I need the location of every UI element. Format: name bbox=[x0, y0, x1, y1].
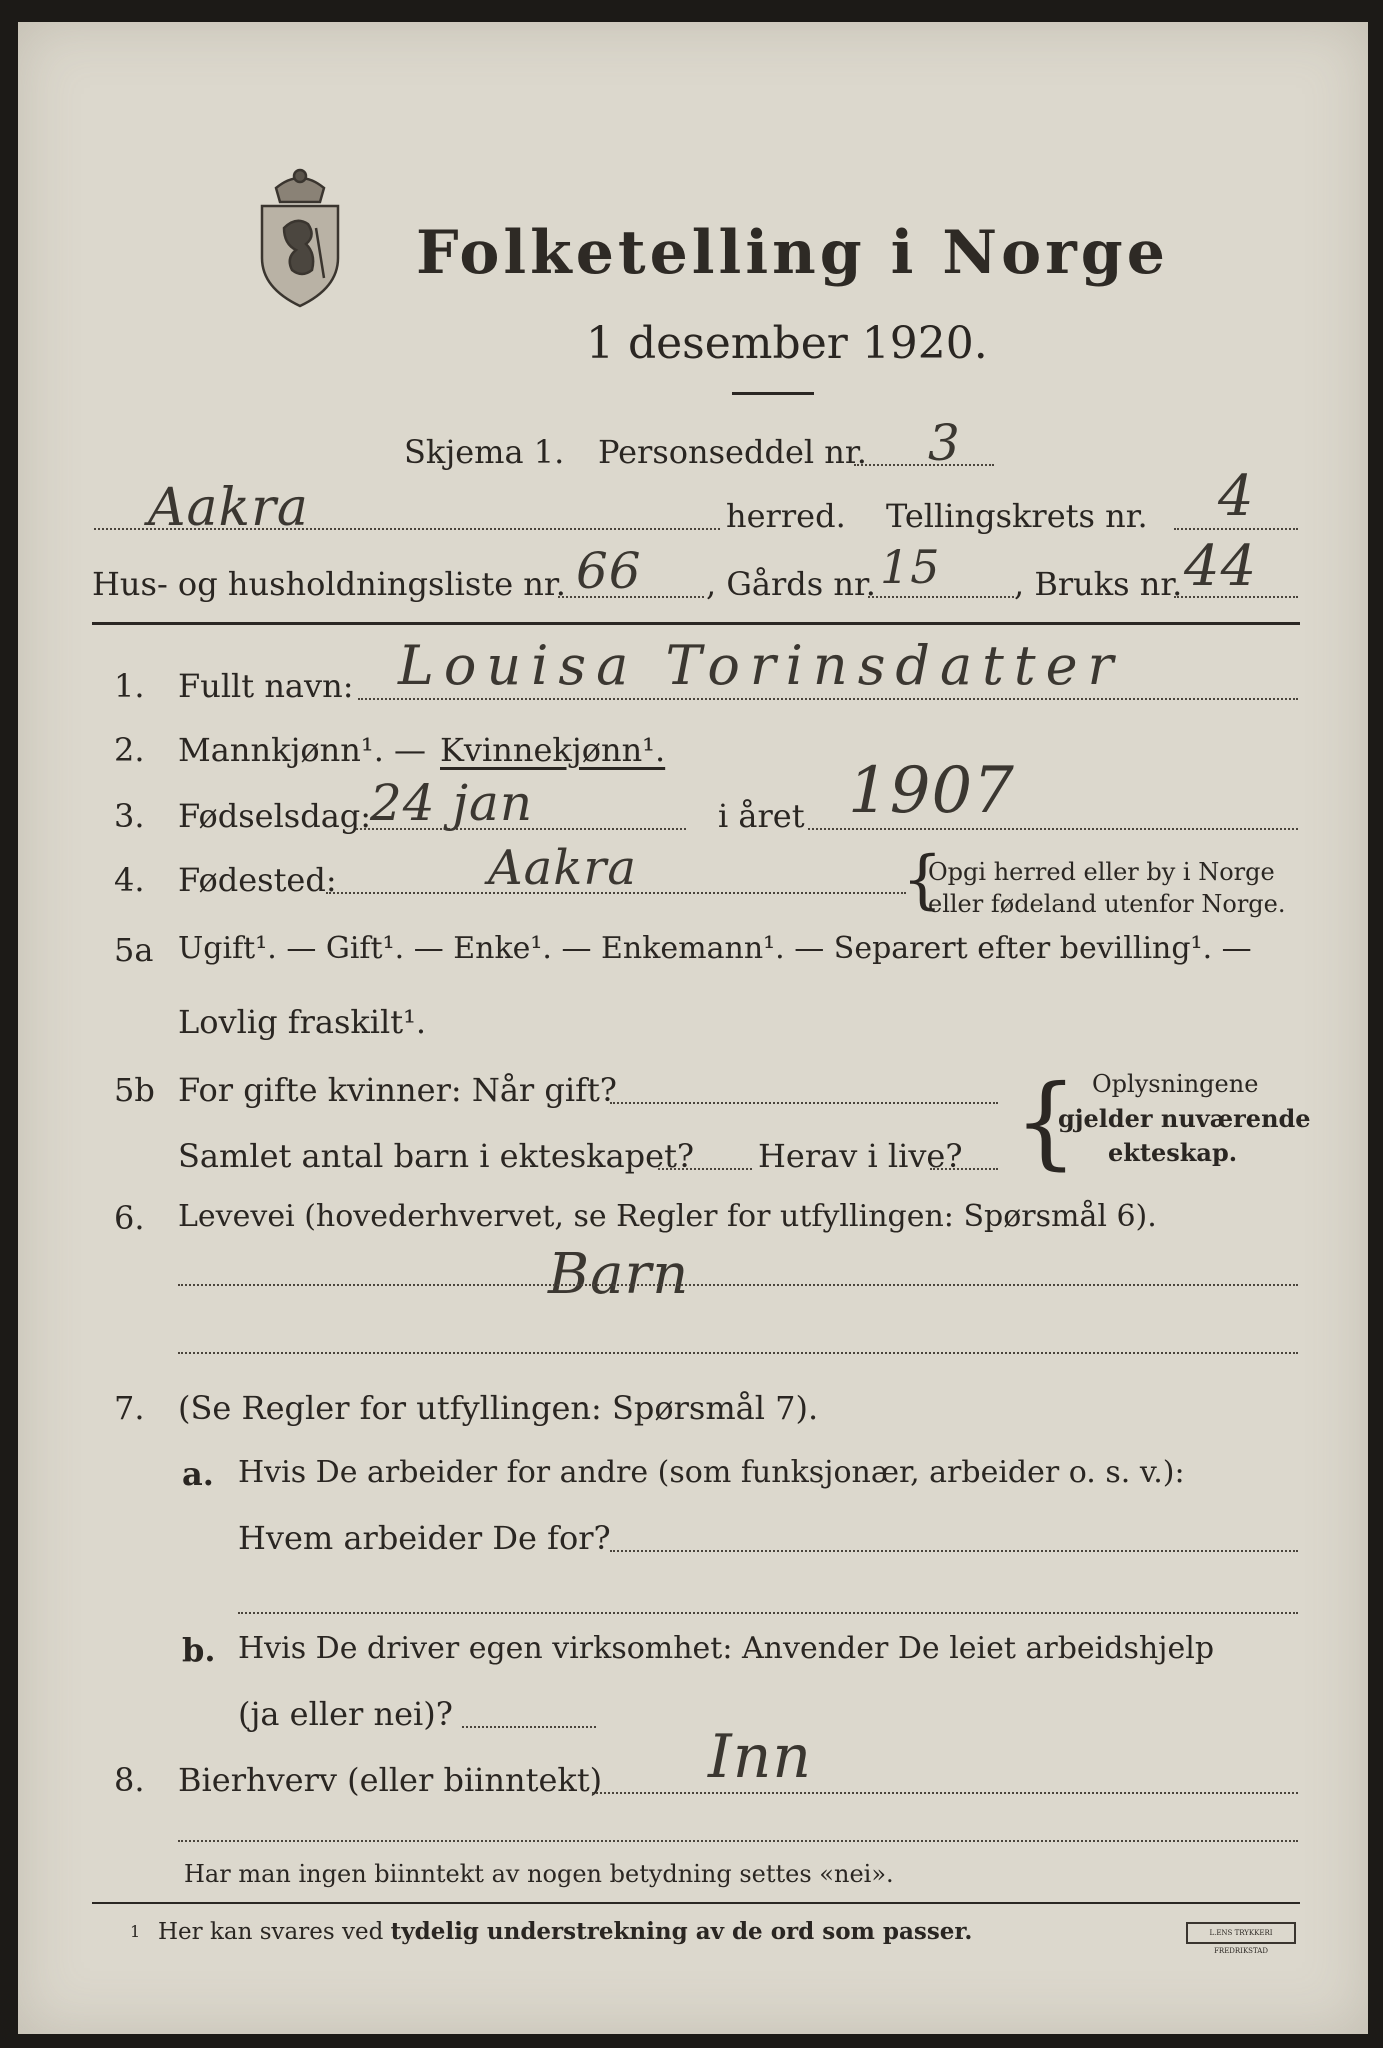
alive-line bbox=[930, 1168, 998, 1170]
employer-line-2 bbox=[238, 1612, 1298, 1614]
mannkjonn-option[interactable]: Mannkjønn¹. — bbox=[178, 731, 427, 769]
q6-label: Levevei (hovederhvervet, se Regler for utfyllingen: Spørsmål 6). bbox=[178, 1199, 1157, 1234]
q1-line bbox=[358, 698, 1298, 700]
married-when-line bbox=[610, 1102, 998, 1104]
year-line bbox=[808, 828, 1298, 830]
full-name-value[interactable]: Louisa Torinsdatter bbox=[398, 634, 1124, 697]
q4-number: 4. bbox=[114, 861, 145, 899]
q5b-alive-label: Herav i live? bbox=[758, 1137, 963, 1175]
q4-note-2: eller fødeland utenfor Norge. bbox=[928, 890, 1286, 918]
skjema-label: Skjema 1. bbox=[404, 433, 565, 471]
occupation-line-1 bbox=[178, 1284, 1298, 1286]
q7a-number: a. bbox=[182, 1455, 214, 1493]
q7b-line2: (ja eller nei)? bbox=[238, 1695, 453, 1733]
tellingskrets-label: Tellingskrets nr. bbox=[886, 497, 1148, 535]
q3-number: 3. bbox=[114, 797, 145, 835]
printer-stamp: L.ENS TRYKKERI FREDRIKSTAD bbox=[1186, 1922, 1296, 1944]
q3-label: Fødselsdag: bbox=[178, 797, 372, 835]
q7b-number: b. bbox=[182, 1631, 216, 1669]
personseddel-line bbox=[854, 464, 994, 466]
q5b-note-1: Oplysningene bbox=[1092, 1070, 1259, 1098]
q4-label: Fødested: bbox=[178, 861, 337, 899]
lovlig-fraskilt-option[interactable]: Lovlig fraskilt¹. bbox=[178, 1003, 427, 1041]
herred-line bbox=[94, 528, 720, 530]
q7b-line1: Hvis De driver egen virksomhet: Anvender De leiet arbeidshjelp bbox=[238, 1631, 1215, 1666]
occupation-value[interactable]: Barn bbox=[548, 1242, 690, 1307]
footnote-text bbox=[158, 1918, 972, 1945]
birthplace-value[interactable]: Aakra bbox=[488, 840, 637, 896]
q5b-number: 5b bbox=[114, 1071, 155, 1109]
children-line bbox=[658, 1168, 752, 1170]
bruks-value[interactable]: 44 bbox=[1184, 534, 1258, 599]
herred-value[interactable]: Aakra bbox=[148, 478, 309, 538]
q8-number: 8. bbox=[114, 1761, 145, 1799]
q4-note-brace: { bbox=[902, 843, 943, 917]
q8-label: Bierhverv (eller biinntekt) bbox=[178, 1761, 603, 1799]
q1-label: Fullt navn: bbox=[178, 667, 354, 705]
bruks-label: , Bruks nr. bbox=[1014, 565, 1183, 603]
title-divider bbox=[732, 392, 814, 395]
gards-line bbox=[868, 596, 1014, 598]
husliste-label: Hus- og husholdningsliste nr. bbox=[92, 565, 566, 603]
q5b-note-brace: { bbox=[1014, 1063, 1078, 1180]
personseddel-label: Personseddel nr. bbox=[598, 433, 867, 471]
q7a-line2: Hvem arbeider De for? bbox=[238, 1519, 611, 1557]
year-label: i året bbox=[718, 797, 805, 835]
side-income-line-2 bbox=[178, 1840, 1298, 1842]
birthday-value[interactable]: 24 jan bbox=[370, 774, 534, 832]
header-divider bbox=[92, 622, 1300, 625]
q2-number: 2. bbox=[114, 731, 145, 769]
footnote-number: 1 bbox=[130, 1922, 141, 1941]
q4-note-1: Opgi herred eller by i Norge bbox=[928, 858, 1275, 886]
q5b-note-2: gjelder nuværende bbox=[1058, 1104, 1311, 1133]
hired-help-line bbox=[462, 1726, 596, 1728]
q5b-children-label: Samlet antal barn i ekteskapet? bbox=[178, 1137, 695, 1175]
q5b-note-3: ekteskap. bbox=[1108, 1138, 1238, 1167]
q5b-married-label: For gifte kvinner: Når gift? bbox=[178, 1071, 617, 1109]
q1-number: 1. bbox=[114, 667, 145, 705]
q7-label: (Se Regler for utfyllingen: Spørsmål 7). bbox=[178, 1389, 819, 1427]
side-income-value[interactable]: Inn bbox=[708, 1722, 812, 1792]
tellingskrets-value[interactable]: 4 bbox=[1218, 464, 1255, 529]
gards-value[interactable]: 15 bbox=[880, 540, 941, 594]
kvinnekjonn-option[interactable]: Kvinnekjønn¹. bbox=[440, 731, 666, 769]
employer-line-1 bbox=[610, 1550, 1298, 1552]
civil-status-options[interactable]: Ugift¹. — Gift¹. — Enke¹. — Enkemann¹. — Separert efter bevilling¹. — bbox=[178, 931, 1252, 966]
herred-label: herred. bbox=[726, 497, 846, 535]
footer-divider bbox=[92, 1902, 1300, 1904]
q5a-number: 5a bbox=[114, 931, 154, 969]
footnote-text-a: Her kan svares ved bbox=[158, 1919, 391, 1945]
q6-number: 6. bbox=[114, 1199, 145, 1237]
gards-label: , Gårds nr. bbox=[706, 565, 876, 603]
q7-number: 7. bbox=[114, 1389, 145, 1427]
no-income-note: Har man ingen biinntekt av nogen betydning settes «nei». bbox=[184, 1860, 894, 1888]
census-form-page bbox=[18, 22, 1368, 2034]
form-title: Folketelling i Norge bbox=[416, 218, 1169, 288]
husliste-value[interactable]: 66 bbox=[576, 542, 642, 600]
birth-year-value[interactable]: 1907 bbox=[848, 754, 1015, 828]
footnote-text-b: tydelig understrekning av de ord som passer. bbox=[390, 1918, 973, 1945]
coat-of-arms-icon bbox=[246, 158, 354, 308]
side-income-line-1 bbox=[592, 1792, 1298, 1794]
occupation-line-2 bbox=[178, 1352, 1298, 1354]
q7a-line1: Hvis De arbeider for andre (som funksjonær, arbeider o. s. v.): bbox=[238, 1455, 1185, 1490]
census-date: 1 desember 1920. bbox=[586, 318, 988, 369]
personseddel-value[interactable]: 3 bbox=[928, 414, 961, 472]
